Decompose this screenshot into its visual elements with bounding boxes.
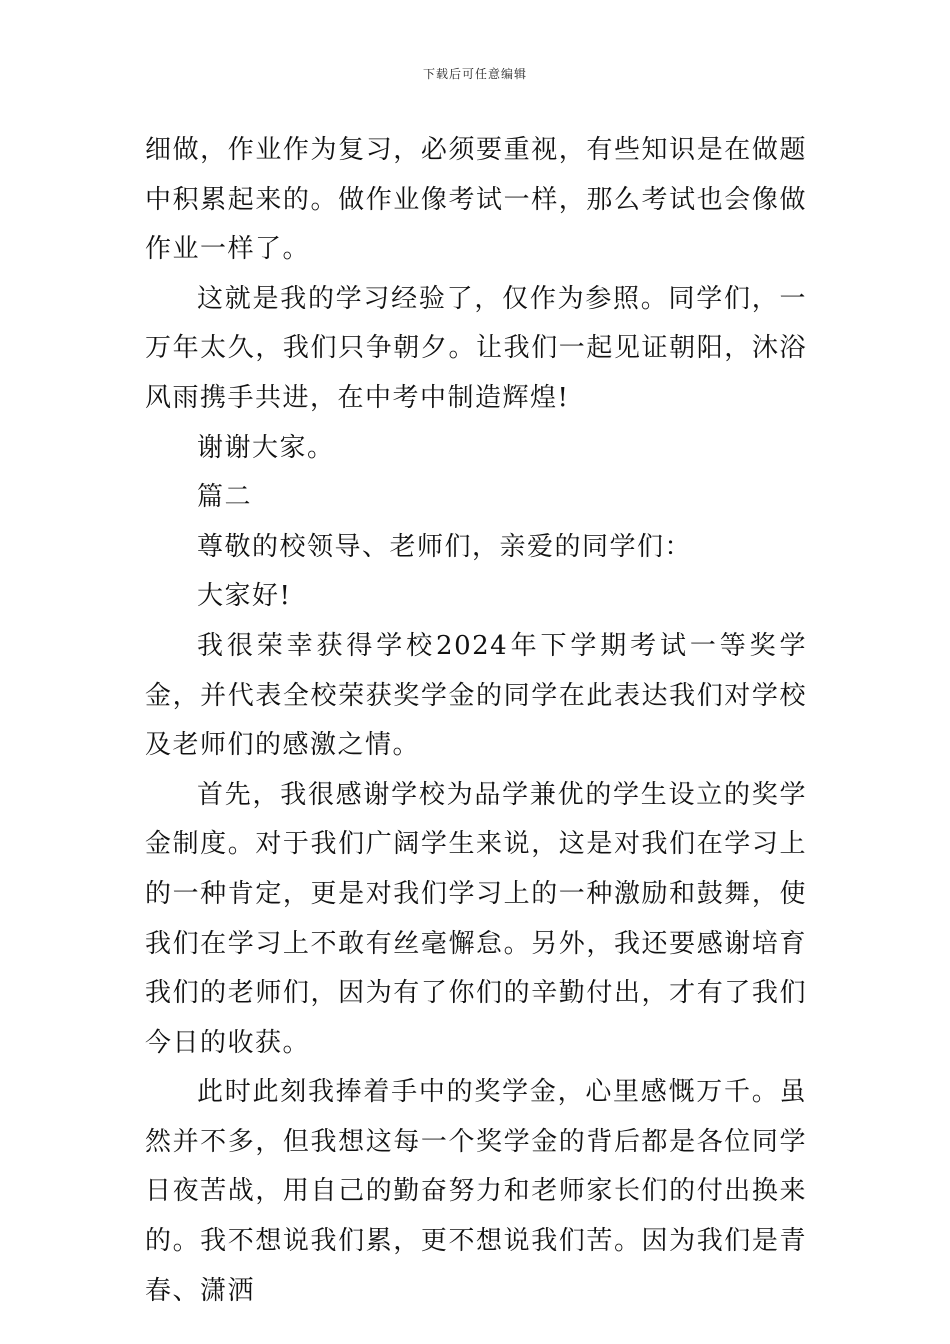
paragraph-scholarship-honor: 我很荣幸获得学校2024年下学期考试一等奖学金，并代表全校荣获奖学金的同学在此表达我们对学校及老师们的感激之情。 [145, 630, 807, 761]
section-heading-part-two: 篇二 [197, 482, 253, 513]
paragraph-reflection: 此时此刻我捧着手中的奖学金，心里感慨万千。虽然并不多，但我想这每一个奖学金的背后都是各位同学日夜苦战，用自己的勤奋努力和老师家长们的付出换来的。我不想说我们累，更不想说我们苦。因为我们是青春、潇洒 [145, 1077, 807, 1306]
document-body [145, 126, 807, 1316]
paragraph-homework-advice: 细做，作业作为复习，必须要重视，有些知识是在做题中积累起来的。做作业像考试一样，那么考试也会像做作业一样了。 [145, 135, 807, 265]
paragraph-gratitude: 首先，我很感谢学校为品学兼优的学生设立的奖学金制度。对于我们广阔学生来说，这是对我们在学习上的一种肯定，更是对我们学习上的一种激励和鼓舞，使我们在学习上不敢有丝毫懈怠。另外，我还要感谢培育我们的老师们，因为有了你们的辛勤付出，才有了我们今日的收获。 [145, 779, 807, 1058]
paragraph-salutation: 尊敬的校领导、老师们，亲爱的同学们： [197, 531, 693, 562]
page-header-note: 下载后可任意编辑 [422, 67, 527, 81]
paragraph-thanks: 谢谢大家。 [197, 432, 335, 463]
paragraph-greeting: 大家好! [197, 581, 292, 612]
paragraph-closing-encouragement: 这就是我的学习经验了，仅作为参照。同学们，一万年太久，我们只争朝夕。让我们一起见证朝阳，沐浴风雨携手共进，在中考中制造辉煌! [145, 283, 807, 413]
